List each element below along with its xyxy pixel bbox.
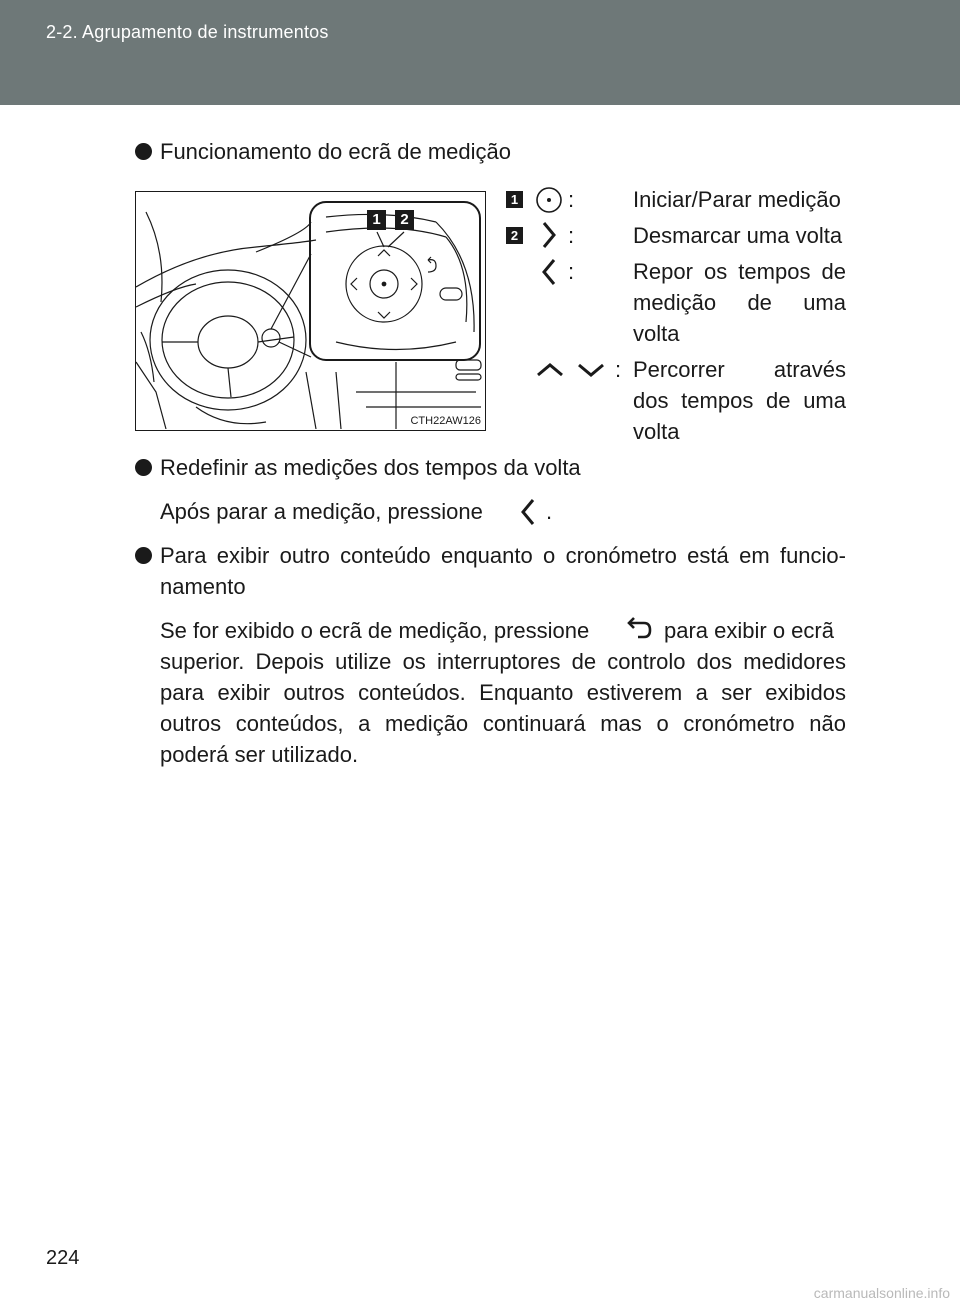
legend-badge-1: 1 bbox=[506, 191, 523, 208]
legend-desc-reset-line3: volta bbox=[633, 321, 680, 346]
paragraph-last-line: poderá ser utilizado. bbox=[160, 742, 359, 767]
paragraph-line1-before: Se for exibido o ecrã de medição, pressione bbox=[160, 618, 590, 643]
figure-badge-1: 1 bbox=[367, 210, 386, 230]
legend-desc-scroll-line2: dos tempos de uma bbox=[633, 388, 846, 413]
legend-desc-reset-line2: medição de uma bbox=[633, 290, 846, 315]
legend-desc-start-stop: Iniciar/Parar medição bbox=[633, 187, 841, 212]
chevron-right-icon bbox=[539, 220, 559, 250]
footer-watermark[interactable]: carmanualsonline.info bbox=[813, 1285, 950, 1301]
bullet-dot bbox=[135, 459, 152, 476]
reset-instruction-text: Após parar a medição, pressione bbox=[160, 499, 483, 524]
legend-colon: : bbox=[568, 187, 575, 212]
steering-wheel-drawing bbox=[136, 192, 484, 429]
chevron-left-icon bbox=[518, 497, 538, 527]
legend-desc-scroll-line3: volta bbox=[633, 419, 680, 444]
paragraph-line: para exibir outros conteúdos. Enquanto estiverem a ser exibidos bbox=[160, 680, 846, 705]
reset-instruction-period: . bbox=[546, 499, 553, 524]
steering-wheel-illustration bbox=[135, 191, 486, 431]
bullet-heading-reset: Redefinir as medições dos tempos da volta bbox=[160, 455, 581, 480]
legend-desc-reset-line1: Repor os tempos de bbox=[633, 259, 846, 284]
bullet-heading-other-content-line2: namento bbox=[160, 574, 246, 599]
back-arrow-icon bbox=[622, 615, 654, 645]
legend-colon: : bbox=[568, 223, 575, 248]
chevron-down-icon bbox=[576, 360, 606, 380]
paragraph-line1-after: para exibir o ecrã bbox=[664, 618, 834, 643]
bullet-dot bbox=[135, 547, 152, 564]
section-title: 2-2. Agrupamento de instrumentos bbox=[46, 22, 329, 42]
legend-colon: : bbox=[568, 259, 575, 284]
paragraph-line: superior. Depois utilize os interruptores de controlo dos medidores bbox=[160, 649, 846, 674]
bullet-heading-other-content-line1: Para exibir outro conteúdo enquanto o cronómetro está em funcio- bbox=[160, 543, 846, 568]
bullet-dot bbox=[135, 143, 152, 160]
legend-desc-scroll-line1: Percorrer através bbox=[633, 357, 846, 382]
page-header bbox=[0, 0, 960, 105]
chevron-up-icon bbox=[535, 360, 565, 380]
center-dot-button-icon bbox=[534, 185, 564, 215]
bullet-heading-measurement: Funcionamento do ecrã de medição bbox=[160, 139, 511, 164]
paragraph-line: outros conteúdos, a medição continuará mas o cronómetro não bbox=[160, 711, 846, 736]
figure-badge-2: 2 bbox=[395, 210, 414, 230]
legend-colon: : bbox=[615, 357, 622, 382]
chevron-left-icon bbox=[539, 257, 559, 287]
figure-code: CTH22AW126 bbox=[410, 415, 481, 427]
legend-desc-unmark-lap: Desmarcar uma volta bbox=[633, 223, 843, 248]
legend-badge-2: 2 bbox=[506, 227, 523, 244]
page-number: 224 bbox=[46, 1247, 80, 1269]
